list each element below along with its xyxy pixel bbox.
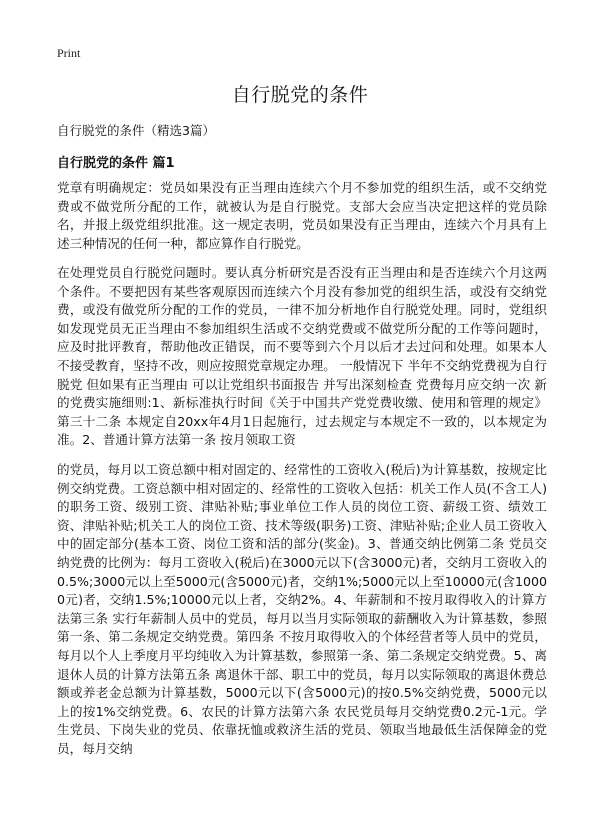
section-heading: 自行脱党的条件 篇1 [57, 156, 175, 171]
paragraph-3: 的党员，每月以工资总额中相对固定的、经常性的工资收入(税后)为计算基数，按规定比例交纳党费。工资总额中相对固定的、经常性的工资收入包括：机关工作人员(不含工人)的职务工资、级别工资、津贴补贴;事业单位工作人员的岗位工资、薪级工资、绩效工资、津贴补贴;机关工人的岗位工资、技术等级(职务)工资、津贴补贴;企业人员工资收入中的固定部分(基本工资、岗位工资和活的部分(奖金)。3、普通交纳比例第二条 党员交纳党费的比例为：每月工资收入(税后)在3000元以下(含3000元)者，交纳月工资收入的0.5%;3000元以上至5000元(含5000元)者，交纳1%;5000元以上至10000元(含10000元)者，交纳1.5%;10000元以上者，交纳2%。4、年薪制和不按月取得收入的计算方法第三条 实行年薪制人员中的党员，每月以当月实际领取的薪酬收入为计算基数，参照第一条、第二条规定交纳党费。第四条 不按月取得收入的个体经营者等人员中的党员，每月以个人上季度月平均纯收入为计算基数，参照第一条、第二条规定交纳党费。5、离退休人员的计算方法第五条 离退休干部、职工中的党员，每月以实际领取的离退休费总额或养老金总额为计算基数，5000元以下(含5000元)的按0.5%交纳党费，5000元以上的按1%交纳党费。6、农民的计算方法第六条 农民党员每月交纳党费0.2元-1元。学生党员、下岗失业的党员、依靠抚恤或救济生活的党员、领取当地最低生活保障金的党员，每月交纳 [57, 462, 547, 756]
paragraph-1: 党章有明确规定：党员如果没有正当理由连续六个月不参加党的组织生活，或不交纳党费或不做党所分配的工作，就被认为是自行脱党。支部大会应当决定把这样的党员除名，并报上级党组织批准。这一规定表明，党员如果没有正当理由，连续六个月具有上述三种情况的任何一种，都应算作自行脱党。 [57, 180, 547, 251]
paragraph-2: 在处理党员自行脱党问题时。要认真分析研究是否没有正当理由和是否连续六个月这两个条件。不要把因有某些客观原因而连续六个月没有参加党的组织生活，或没有交纳党费，或没有做党所分配的工作的党员，一律不加分析地作自行脱党处理。同时，党组织如发现党员无正当理由不参加组织生活或不交纳党费或不做党所分配的工作等问题时，应及时批评教育，帮助他改正错误，而不要等到六个月以后才去过问和处理。如果本人不接受教育，坚持不改，则应按照党章规定办理。 一般情况下 半年不交纳党费视为自行脱党 但如果有正当理由 可以让党组织书面报告 并写出深刻检查 党费每月应交纳一次 新的党费实施细则:1、新标准执行时间《关于中国共产党党费收缴、使用和管理的规定》第三十二条 本规定自20xx年4月1日起施行，过去规定与本规定不一致的，以本规定为准。2、普通计算方法第一条 按月领取工资 [57, 265, 547, 448]
document-subtitle: 自行脱党的条件（精选3篇） [57, 123, 215, 138]
page-title: 自行脱党的条件 [231, 84, 369, 106]
print-label: Print [57, 46, 81, 60]
